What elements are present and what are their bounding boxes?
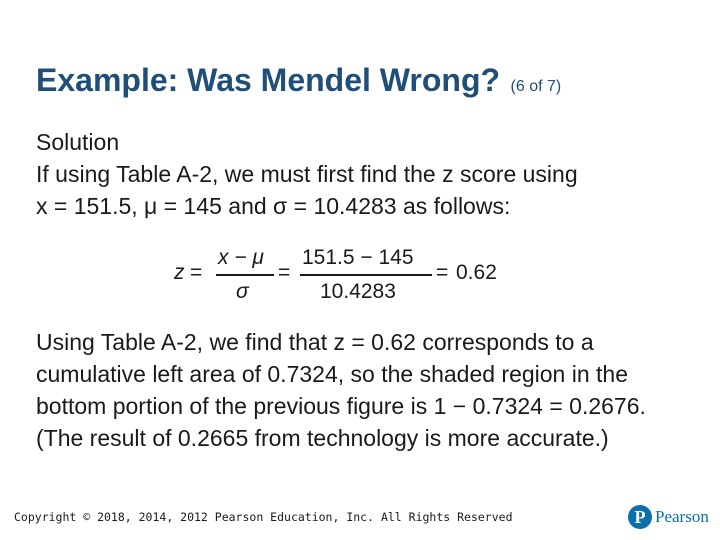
copyright-footer: Copyright © 2018, 2014, 2012 Pearson Education, Inc. All Rights Reserved	[14, 510, 513, 524]
title-main: Example: Was Mendel Wrong?	[36, 62, 501, 98]
eq-equals-1: =	[190, 261, 203, 284]
pearson-logo-wordmark: Pearson	[655, 507, 709, 526]
eq-equals-2: =	[278, 261, 291, 284]
slide-title	[36, 62, 561, 99]
solution-heading: Solution	[36, 129, 120, 155]
result-paragraph: Using Table A-2, we find that z = 0.62 corresponds to a cumulative left area of 0.7324, so the shaded region in the bottom portion of the previous figure is 1 − 0.7324 = 0.2676. (The result of 0.2665 from technology is more accurate.)	[36, 329, 646, 451]
eq-numerator-numeric: 151.5 − 145	[302, 246, 414, 269]
eq-fraction-bar-2	[300, 274, 432, 276]
eq-fraction-bar-1	[216, 274, 274, 276]
intro-line-1: If using Table A-2, we must first find the z score using	[36, 161, 578, 187]
eq-result: 0.62	[456, 261, 497, 284]
eq-equals-3: =	[436, 261, 449, 284]
z-score-equation	[174, 244, 534, 304]
eq-z: z	[174, 261, 185, 284]
eq-denominator-symbolic: σ	[236, 280, 249, 303]
solution-intro	[36, 126, 696, 222]
intro-line-2: x = 151.5, μ = 145 and σ = 10.4283 as follows:	[36, 193, 511, 219]
eq-numerator-symbolic: x − μ	[218, 246, 264, 269]
pearson-logo-icon: P	[628, 505, 652, 529]
eq-denominator-numeric: 10.4283	[320, 280, 396, 303]
pearson-logo	[628, 505, 708, 531]
title-page-count: (6 of 7)	[510, 78, 562, 95]
